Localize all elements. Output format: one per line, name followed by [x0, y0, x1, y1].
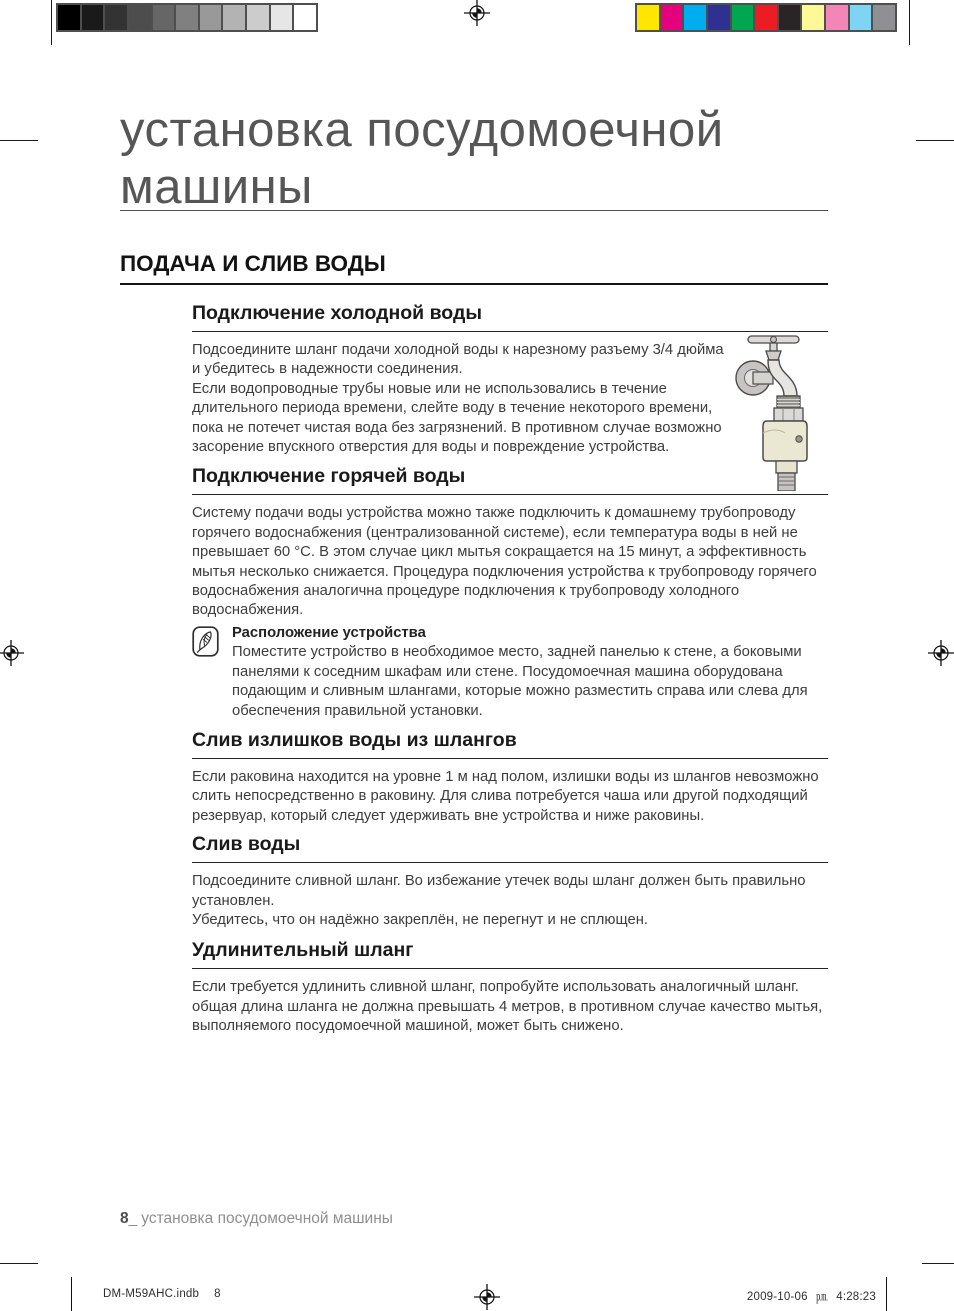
calibration-swatch — [176, 5, 198, 30]
drain-hose — [776, 461, 797, 491]
registration-mark-left — [0, 640, 24, 666]
calibration-swatch — [153, 5, 175, 30]
faucet-handle — [748, 336, 799, 360]
slug-filename-line — [103, 1288, 221, 1300]
extension-hose-text: Если требуется удлинить сливной шланг, попробуйте использовать аналогичный шланг. общая длина шланга не должна превышать 4 метров, в противном случае качество мытья, выполняемого посудомоечной машиной, может быть снижено. — [192, 979, 823, 1035]
registration-mark-top — [464, 0, 490, 26]
threaded-coupling — [777, 396, 800, 408]
calibration-swatch — [802, 5, 824, 30]
page-title-line2: машины — [120, 160, 313, 214]
grayscale-calibration-bar — [56, 3, 318, 32]
calibration-swatch — [271, 5, 293, 30]
calibration-swatch — [637, 5, 659, 30]
hex-nut — [774, 408, 803, 421]
crop-mark — [916, 140, 954, 141]
note-text — [232, 624, 828, 721]
pen-note-icon — [192, 626, 219, 657]
paragraph: Подсоедините шланг подачи холодной воды к нарезному разъему 3/4 дюйма и убедитесь в надежности соединения. — [192, 342, 724, 378]
footer-separator: _ — [128, 1210, 138, 1227]
calibration-swatch — [294, 5, 316, 30]
note-block — [192, 624, 828, 721]
calibration-swatch — [684, 5, 706, 30]
calibration-swatch — [247, 5, 269, 30]
drain-excess-text: Если раковина находится на уровне 1 м над полом, излишки воды из шлангов невозможно слить непосредственно в раковину. Для слива потребуется чаша или другой подходящий резервуар, который следует удерживать вне устройства и ниже раковины. — [192, 768, 819, 824]
note-body: Поместите устройство в необходимое место, задней панелью к стене, а боковыми панелями к соседним шкафам или стене. Посудомоечная машина оборудована подающим и сливным шлангами, которые можно разместить справа или слева для обеспечения правильной установки. — [232, 644, 808, 719]
calibration-swatch — [223, 5, 245, 30]
paragraph: Подсоедините сливной шланг. Во избежание утечек воды шланг должен быть правильно установлен. — [192, 873, 806, 909]
slug-rail-right — [886, 1277, 887, 1311]
page-title-line1: установка посудомоечной — [120, 103, 724, 157]
footer-label: установка посудомоечной машины — [141, 1210, 393, 1227]
calibration-swatch — [850, 5, 872, 30]
paragraph: Убедитесь, что он надёжно закреплён, не перегнут и не сплющен. — [192, 911, 649, 928]
calibration-swatch — [755, 5, 777, 30]
page-footer — [120, 1210, 393, 1228]
registration-mark-bottom — [474, 1284, 500, 1310]
cold-water-text — [192, 341, 732, 457]
slug-date: 2009-10-06 — [746, 1291, 808, 1303]
subheading-extension-hose: Удлинительный шланг — [192, 939, 828, 969]
hot-water-text: Систему подачи воды устройства можно также подключить к домашнему трубопроводу горячего водоснабжения (централизованной системе), если температура воды в ней не превышает 60 °C. В этом случае цикл мытья сокращается на 15 минут, а эффективность мытья несколько снижается. Процедура подключения устройства к трубопроводу горячего водоснабжения аналогична процедуре подключения к трубопроводу холодного водоснабжения. — [192, 505, 817, 619]
crop-mark — [51, 0, 52, 45]
note-title: Расположение устройства — [232, 624, 426, 641]
slug-filename: DM-M59AHC.indb — [103, 1288, 200, 1300]
calibration-swatch — [129, 5, 151, 30]
crop-mark — [0, 140, 38, 141]
subheading-cold-water: Подключение холодной воды — [192, 302, 828, 332]
calibration-swatch — [732, 5, 754, 30]
footer-page-number: 8 — [120, 1210, 129, 1227]
crop-mark — [909, 0, 910, 45]
crop-mark — [0, 1263, 38, 1264]
calibration-swatch — [58, 5, 80, 30]
slug-meridiem: ㏘ — [816, 1291, 828, 1303]
calibration-swatch — [200, 5, 222, 30]
subheading-hot-water: Подключение горячей воды — [192, 465, 828, 495]
subheading-drain-water: Слив воды — [192, 833, 828, 863]
paragraph: Если водопроводные трубы новые или не использовались в течение длительного периода времени, слейте воду в течение некоторого времени, пока не потечет чистая вода без загрязнений. В противном случае возможно засорение впускного отверстия для воды и повреждение устройства. — [192, 380, 722, 456]
section-heading: ПОДАЧА И СЛИВ ВОДЫ — [120, 251, 828, 285]
registration-mark-right — [928, 640, 954, 666]
drain-water-text — [192, 872, 828, 930]
calibration-swatch — [873, 5, 895, 30]
adapter-block — [763, 421, 807, 461]
slug-datetime — [742, 1288, 876, 1304]
page-content — [120, 102, 828, 1037]
subheading-drain-excess: Слив излишков воды из шлангов — [192, 729, 828, 759]
slug-rail-left — [71, 1277, 72, 1311]
calibration-swatch — [105, 5, 127, 30]
calibration-swatch — [661, 5, 683, 30]
slug-page-number: 8 — [214, 1288, 221, 1300]
crop-mark — [922, 1263, 954, 1264]
faucet-illustration — [733, 333, 815, 491]
calibration-swatch — [779, 5, 801, 30]
calibration-swatch — [708, 5, 730, 30]
page-title — [120, 102, 828, 216]
calibration-swatch — [826, 5, 848, 30]
calibration-swatch — [82, 5, 104, 30]
slug-time: 4:28:23 — [836, 1291, 876, 1303]
color-calibration-bar — [635, 3, 897, 32]
